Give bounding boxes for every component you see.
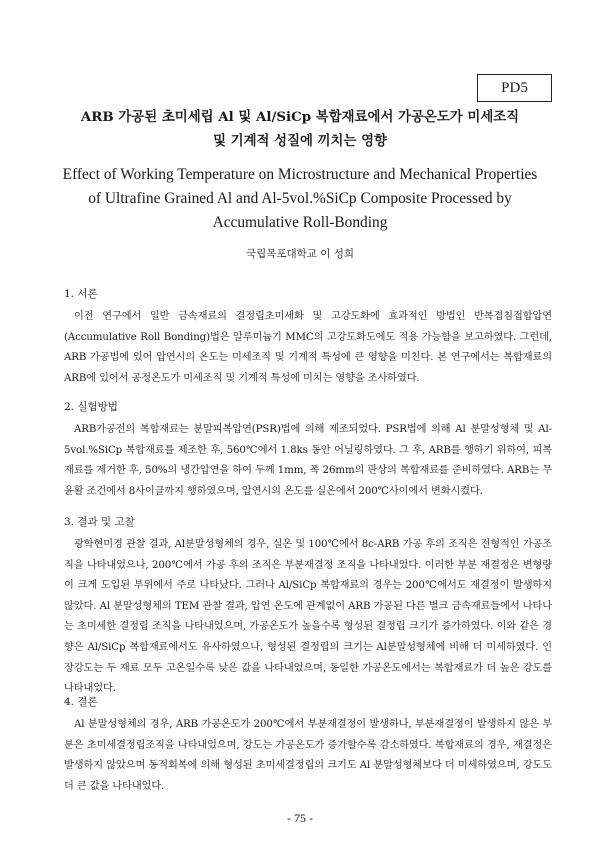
section-results (64, 513, 552, 700)
section-body: 이전 연구에서 일반 금속재료의 결정립초미세화 및 고강도화에 효과적인 방법인 반복겹침접합압연(Accumulative Roll Bonding)법은 알루미늄기 MMC의 고강도화도에도 적용 가능함을 보고하였다. 그런데, ARB 가공법에 있어 압연시의 온도는 미세조직 및 기계적 특성에 큰 영향을 미친다. 본 연구에서는 복합재료의 ARB에 있어서 공정온도가 미세조직 및 기계적 특성에 미치는 영향을 조사하였다. (64, 311, 552, 384)
section-body: 광학현미경 관찰 결과, Al분말성형체의 경우, 실온 및 100℃에서 8c-ARB 가공 후의 조직은 전형적인 가공조직을 나타내었으나, 200℃에서 가공 후의 조직은 부분재결정 조직을 나타내었다. 이러한 부분 재결정은 변형량이 크게 도입된 부위에서 주로 나타났다. 그러나 Al/SiCp 복합재료의 경우는 200℃에서도 재결정이 발생하지 않았다. Al 분말성형체의 TEM 관찰 결과, 압연 온도에 관계없이 ARB 가공된 다른 벌크 금속재료들에서 나타나는 초미세한 결정립 조직을 나타내었으며, 가공온도가 높을수록 형성된 결정립 크기가 증가하였다. 이와 같은 경향은 Al/SiCp 복합재료에서도 유사하였으나, 형성된 결정립의 크기는 Al분말성형체에 비해 더 미세하였다. 인장강도는 두 재료 모두 고온일수록 낮은 값을 나타내었으며, 동일한 가공온도에서는 복합재료가 더 높은 강도를 나타내었다. (64, 539, 552, 695)
section-heading: 1. 서론 (64, 288, 98, 300)
english-title-line: of Ultrafine Grained Al and Al-5vol.%SiCp Composite Processed by (88, 190, 512, 207)
section-conclusion (64, 693, 552, 797)
section-heading: 2. 실험방법 (64, 401, 118, 413)
paper-code-badge: PD5 (477, 74, 552, 102)
author-affiliation: 국립목포대학교 이 성희 (245, 248, 355, 260)
section-body: Al 분말성형체의 경우, ARB 가공온도가 200℃에서 부분재결정이 발생하나, 부분재결정이 발생하지 않은 부분은 초미세결정립조직을 나타내었으며, 강도는 가공온도가 증가할수록 감소하였다. 복합재료의 경우, 재결정은 발생하지 않았으며 동적회복에 의해 형성된 초미세결정립의 크기도 Al 분말성형체보다 더 미세하였으며, 강도도 더 큰 값을 나타내었다. (64, 719, 552, 792)
english-title (40, 163, 560, 235)
section-heading: 3. 결과 및 고찰 (64, 516, 135, 528)
english-title-line: Accumulative Roll-Bonding (212, 214, 388, 231)
section-introduction (64, 285, 552, 389)
section-body: ARB가공전의 복합재료는 분말피복압연(PSR)법에 의해 제조되었다. PSR법에 의해 Al 분말성형체 및 Al-5vol.%SiCp 복합재료를 제조한 후, 560℃에서 1.8ks 동안 어닐링하였다. 그 후, ARB를 행하기 위하여, 피복재료를 제거한 후, 50%의 냉간압연을 하여 두께 1mm, 폭 26mm의 판상의 복합재료를 준비하였다. ARB는 무윤활 조건에서 8사이클까지 행하였으며, 압연시의 온도를 실온에서 200℃사이에서 변화시켰다. (64, 424, 552, 497)
korean-title-line: ARB 가공된 초미세립 Al 및 Al/SiCp 복합재료에서 가공온도가 미세조직 (80, 109, 520, 125)
english-title-line: Effect of Working Temperature on Microstructure and Mechanical Properties (62, 166, 538, 183)
section-methods (64, 398, 552, 502)
page-number: - 75 - (287, 811, 313, 825)
korean-title-line: 및 기계적 성질에 끼치는 영향 (213, 133, 387, 149)
korean-title (40, 105, 560, 153)
section-heading: 4. 결론 (64, 696, 98, 708)
